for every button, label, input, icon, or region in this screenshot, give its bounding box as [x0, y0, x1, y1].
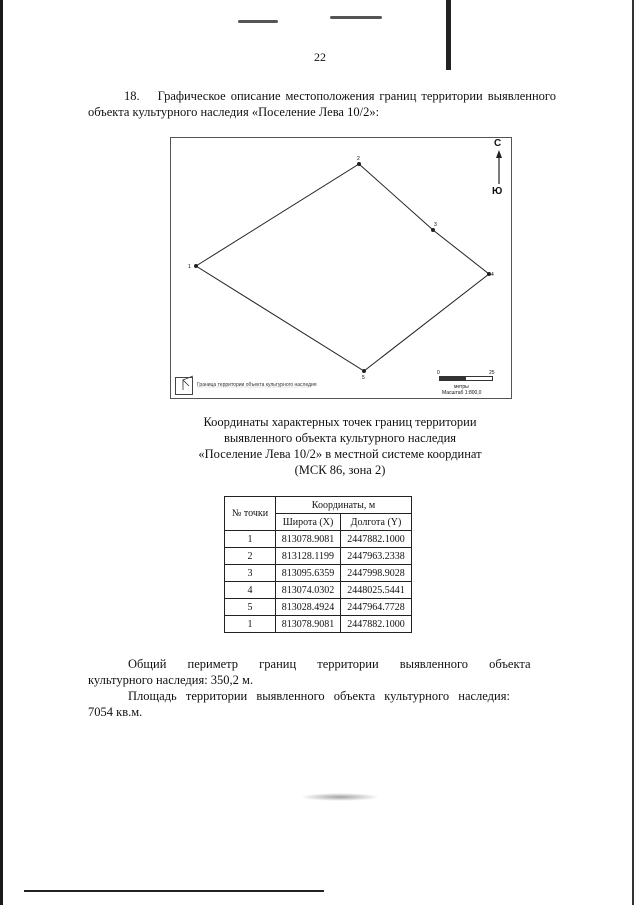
point-label-1: 1: [188, 264, 191, 270]
scan-speck: [238, 20, 278, 23]
table-row: [225, 599, 412, 616]
cell-x: 813095.6359: [276, 565, 341, 582]
cell-x: 813128.1199: [276, 548, 341, 565]
scale-zero: 0: [437, 370, 440, 376]
area-line-2: 7054 кв.м.: [88, 705, 143, 719]
north-arrow-head: [496, 150, 502, 158]
point-label-5: 5: [362, 375, 365, 381]
cell-x: 813028.4924: [276, 599, 341, 616]
section-title: Графическое описание местоположения границ территории выявленного объекта культурного наследия «Поселение Лева 10/2»:: [88, 89, 556, 119]
cell-y: 2447998.9028: [341, 565, 412, 582]
point-marker-1: [194, 264, 198, 268]
point-marker-5: [362, 369, 366, 373]
table-row: [225, 565, 412, 582]
area-text-a: Площадь территории выявленного объекта культурного наследия:: [128, 689, 510, 703]
table-row: [225, 582, 412, 599]
area-line-1: [88, 688, 556, 704]
coordinates-table: [224, 496, 412, 633]
section-heading: [88, 88, 556, 120]
scale-max: 25: [489, 370, 495, 376]
cell-point: 1: [225, 531, 276, 548]
cell-point: 3: [225, 565, 276, 582]
point-marker-3: [431, 228, 435, 232]
perimeter-line-2: культурного наследия: 350,2 м.: [88, 673, 254, 687]
perimeter-paragraph: [88, 656, 556, 688]
boundary-map: [170, 137, 512, 399]
scale-bar: [439, 376, 493, 381]
caption-line-3: «Поселение Лева 10/2» в местной системе координат: [198, 447, 482, 461]
table-row: [225, 616, 412, 633]
header-lon: Долгота (Y): [341, 514, 412, 531]
scan-edge-left: [0, 0, 3, 905]
table-row: [225, 531, 412, 548]
scale-text: Масштаб 1:800,0: [442, 390, 482, 396]
table-header-row: [225, 497, 412, 514]
perimeter-line-1: [88, 656, 556, 672]
north-label: С: [494, 138, 502, 149]
page-number: 22: [314, 50, 326, 64]
cell-x: 813074.0302: [276, 582, 341, 599]
caption-line-4: (МСК 86, зона 2): [294, 463, 386, 477]
table-caption: [120, 414, 560, 478]
cell-x: 813078.9081: [276, 616, 341, 633]
header-coords: Координаты, м: [276, 497, 412, 514]
scale-unit: метры: [454, 384, 469, 390]
area-paragraph: [88, 688, 556, 720]
scan-speck: [330, 16, 382, 19]
cell-y: 2447964.7728: [341, 599, 412, 616]
point-label-4: 4: [491, 272, 494, 278]
perimeter-text-a: Общий периметр границ территории выявленного объекта: [128, 657, 531, 671]
cell-y: 2447963.2338: [341, 548, 412, 565]
cell-y: 2447882.1000: [341, 616, 412, 633]
cell-point: 2: [225, 548, 276, 565]
point-label-2: 2: [357, 156, 360, 162]
legend-text: Граница территории объекта культурного наследия: [197, 382, 317, 388]
cell-x: 813078.9081: [276, 531, 341, 548]
cell-y: 2448025.5441: [341, 582, 412, 599]
cell-y: 2447882.1000: [341, 531, 412, 548]
header-point: № точки: [225, 497, 276, 531]
south-label: Ю: [492, 186, 503, 197]
point-label-3: 3: [434, 222, 437, 228]
caption-line-2: выявленного объекта культурного наследия: [223, 431, 457, 445]
cell-point: 5: [225, 599, 276, 616]
cell-point: 1: [225, 616, 276, 633]
point-marker-2: [357, 162, 361, 166]
legend-symbol-box: [175, 377, 193, 395]
boundary-polygon: [196, 164, 489, 371]
header-lat: Широта (X): [276, 514, 341, 531]
caption-line-1: Координаты характерных точек границ территории: [203, 415, 477, 429]
table-row: [225, 548, 412, 565]
scan-smudge: [300, 793, 380, 801]
cell-point: 4: [225, 582, 276, 599]
section-number: 18.: [124, 89, 140, 103]
scan-artifact-bottom: [24, 890, 324, 892]
scan-edge-right: [632, 0, 634, 905]
boundary-polygon-drawing: [171, 138, 511, 398]
